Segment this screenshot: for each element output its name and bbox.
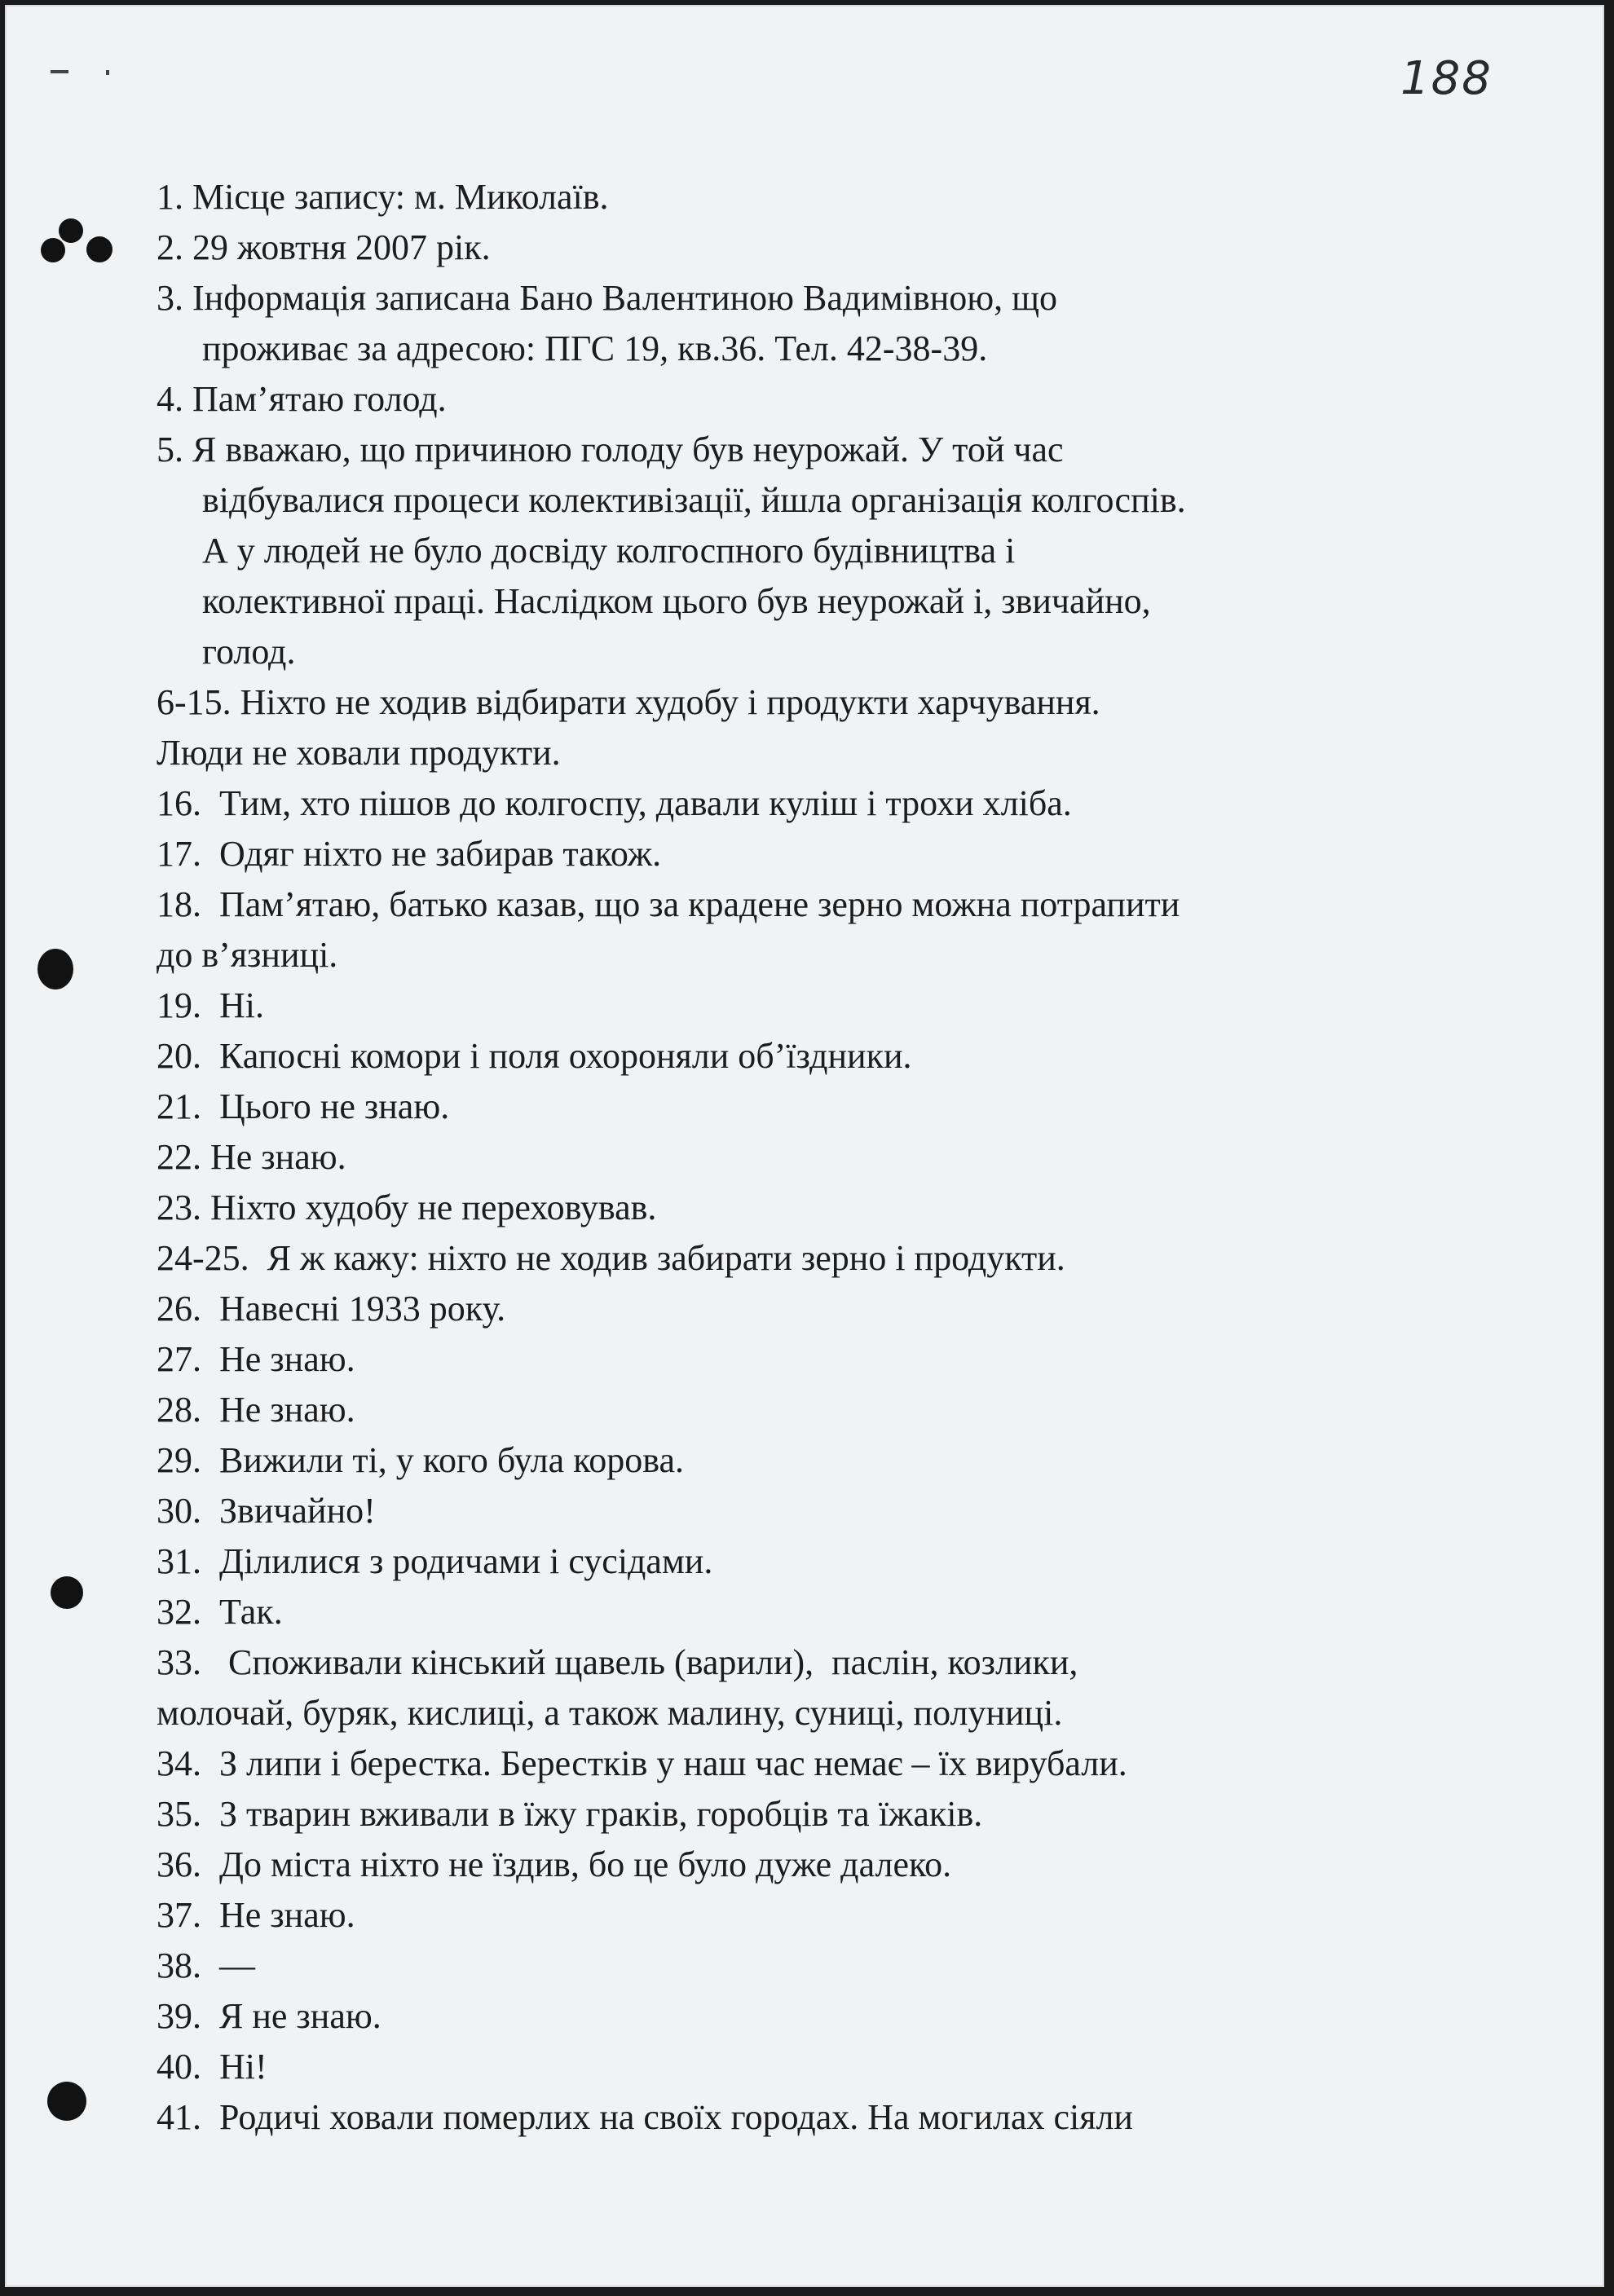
text-line: проживає за адресою: ПГС 19, кв.36. Тел. 42-38-39. [202,328,988,368]
scan-speck [106,70,109,75]
text-line: 35. З тварин вживали в їжу граків, горобців та їжаків. [157,1794,983,1834]
text-line: 19. Ні. [157,985,264,1025]
text-line: 22. Не знаю. [157,1137,346,1177]
text-line: відбувалися процеси колективізації, йшла організація колгоспів. [202,480,1186,520]
text-line: 5. Я вважаю, що причиною голоду був неурожай. У той час [157,430,1064,469]
punch-hole [86,236,112,262]
text-line: 17. Одяг ніхто не забирав також. [157,834,662,874]
text-line: 23. Ніхто худобу не переховував. [157,1188,657,1227]
text-line: молочай, буряк, кислиці, а також малину, суниці, полуниці. [157,1693,1063,1733]
text-line: голод. [202,632,296,672]
text-line: 32. Так. [157,1592,283,1632]
text-line: 41. Родичі ховали померлих на своїх городах. На могилах сіяли [157,2097,1133,2137]
text-line: 38. — [157,1946,255,1985]
text-line: 1. Місце запису: м. Миколаїв. [157,177,609,217]
text-line: 4. Пам’ятаю голод. [157,379,447,419]
text-line: 27. Не знаю. [157,1339,355,1379]
text-line: 31. Ділилися з родичами і сусідами. [157,1541,713,1581]
punch-hole [41,238,65,262]
text-line: 16. Тим, хто пішов до колгоспу, давали куліш і трохи хліба. [157,783,1072,823]
text-line: 26. Навесні 1933 року. [157,1289,506,1329]
punch-hole [37,949,73,989]
text-line: 20. Капосні комори і поля охороняли об’їздники. [157,1036,912,1076]
text-line: 37. Не знаю. [157,1895,355,1935]
text-line: 30. Звичайно! [157,1491,376,1531]
punch-hole [47,2082,86,2121]
text-line: 33. Споживали кінський щавель (варили), паслін, козлики, [157,1642,1078,1682]
text-line: до в’язниці. [157,935,338,975]
text-line: 3. Інформація записана Бано Валентиною Вадимівною, що [157,278,1058,318]
punch-hole [59,218,83,243]
text-line: 18. Пам’ятаю, батько казав, що за крадене зерно можна потрапити [157,884,1180,924]
text-line: 34. З липи і берестка. Берестків у наш час немає – їх вирубали. [157,1743,1127,1783]
text-line: 28. Не знаю. [157,1390,355,1430]
text-line: Люди не ховали продукти. [157,733,561,773]
text-line: 2. 29 жовтня 2007 рік. [157,227,491,267]
text-line: 29. Вижили ті, у кого була корова. [157,1440,685,1480]
interview-answers [157,172,1428,2143]
document-page [5,5,1604,2287]
text-line: 21. Цього не знаю. [157,1086,450,1126]
text-line: 6-15. Ніхто не ходив відбирати худобу і продукти харчування. [157,682,1100,722]
text-line: 24-25. Я ж кажу: ніхто не ходив забирати зерно і продукти. [157,1238,1065,1278]
page-number: 188 [1400,52,1493,105]
punch-hole [51,1576,83,1609]
text-line: колективної праці. Наслідком цього був неурожай і, звичайно, [202,581,1151,621]
text-line: 40. Ні! [157,2047,267,2087]
text-line: 36. До міста ніхто не їздив, бо це було дуже далеко. [157,1844,952,1884]
text-line: 39. Я не знаю. [157,1996,381,2036]
text-line: А у людей не було досвіду колгоспного будівництва і [202,531,1016,571]
scan-speck [51,70,68,73]
